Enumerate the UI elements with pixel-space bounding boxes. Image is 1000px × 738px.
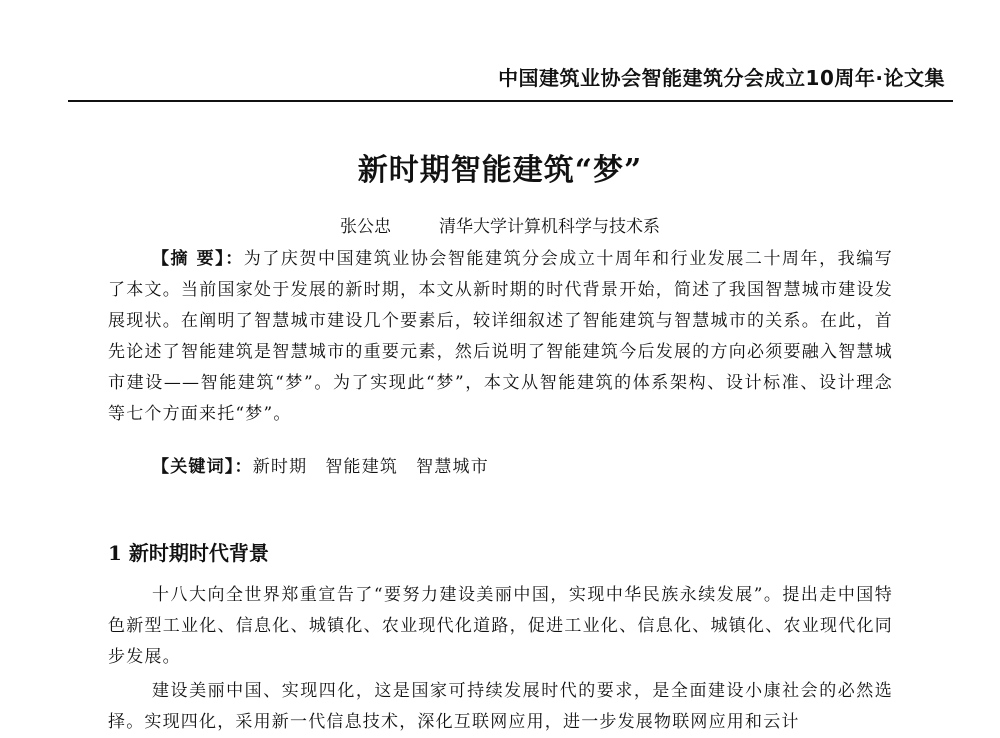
keyword-item: 新时期 [252, 457, 308, 477]
author-affiliation: 清华大学计算机科学与技术系 [439, 217, 660, 237]
header-rule [68, 100, 953, 102]
body-paragraph: 十八大向全世界郑重宣告了“要努力建设美丽中国，实现中华民族永续发展”。提出走中国特色新型工业化、信息化、城镇化、农业现代化道路，促进工业化、信息化、城镇化、农业现代化同步发展。 [108, 585, 893, 667]
author-name: 张公忠 [340, 217, 391, 237]
keywords [152, 452, 507, 477]
paper-title: 新时期智能建筑“梦” [357, 153, 643, 188]
abstract-label: 【摘 要】： [152, 249, 244, 269]
abstract-text: 为了庆贺中国建筑业协会智能建筑分会成立十周年和行业发展二十周年，我编写了本文。当前国家处于发展的新时期，本文从新时期的时代背景开始，简述了我国智慧城市建设发展现状。在阐明了智慧城市建设几个要素后，较详细叙述了智能建筑与智慧城市的关系。在此，首先论述了智能建筑是智慧城市的重要元素，然后说明了智能建筑今后发展的方向必须要融入智慧城市建设——智能建筑“梦”。为了实现此“梦”，本文从智能建筑的体系架构、设计标准、设计理念等七个方面来托“梦”。 [108, 249, 893, 424]
author-line [0, 212, 1000, 237]
keyword-item: 智能建筑 [325, 457, 399, 477]
keywords-label: 【关键词】： [152, 457, 253, 477]
body-paragraph: 建设美丽中国、实现四化，这是国家可持续发展时代的要求，是全面建设小康社会的必然选择。实现四化，采用新一代信息技术，深化互联网应用，进一步发展物联网应用和云计 [108, 681, 893, 732]
running-header: 中国建筑业协会智能建筑分会成立10周年·论文集 [498, 66, 945, 90]
abstract [108, 244, 893, 430]
section-heading: 1 新时期时代背景 [108, 541, 269, 565]
keyword-item: 智慧城市 [416, 457, 489, 477]
